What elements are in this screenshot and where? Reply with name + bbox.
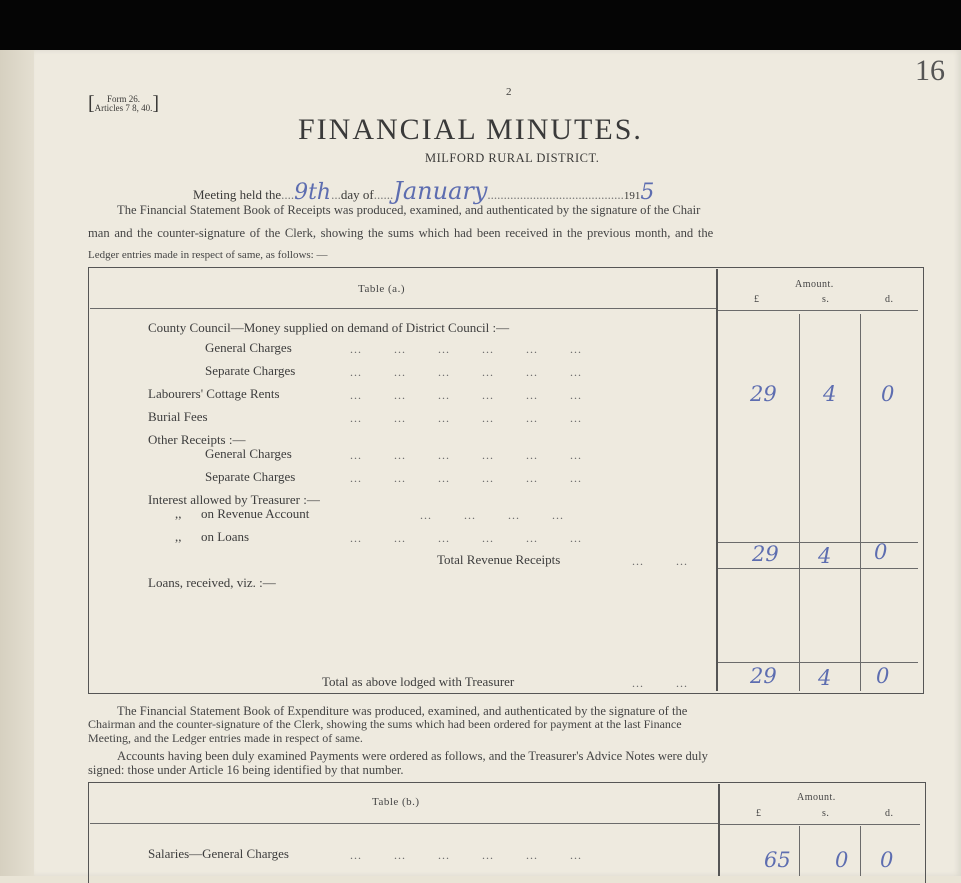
district-name: MILFORD RURAL DISTRICT. bbox=[425, 151, 600, 165]
table-b-amount-rule bbox=[720, 824, 920, 825]
page-title: FINANCIAL MINUTES. bbox=[298, 113, 643, 146]
table-a-shillings-divider bbox=[799, 314, 800, 691]
cottage-rents-pounds: 29 bbox=[750, 382, 777, 406]
table-row: Burial Fees bbox=[148, 409, 208, 424]
meeting-mid: day of bbox=[340, 187, 374, 202]
cottage-rents-pence: 0 bbox=[881, 382, 895, 406]
adjacent-page-edge bbox=[0, 50, 34, 876]
leader-dots: ... ... ... ... ... ... bbox=[350, 411, 582, 425]
receipts-para-line1: The Financial Statement Book of Receipts was produced, examined, and authenticated by the signature of the Chair bbox=[117, 203, 701, 217]
folio-number: 16 bbox=[915, 54, 945, 87]
revenue-total-pence: 0 bbox=[874, 540, 888, 564]
table-a-amount-header: Amount. bbox=[795, 279, 834, 290]
revenue-total-shillings: 4 bbox=[818, 544, 832, 568]
table-a-col-shillings: s. bbox=[822, 294, 830, 305]
form-ref-line2: Articles 7 8, 40. bbox=[94, 103, 153, 113]
salaries-pence: 0 bbox=[880, 848, 894, 872]
form-reference: [ Form 26. Articles 7 8, 40.] bbox=[88, 92, 160, 115]
table-row: Loans, received, viz. :— bbox=[148, 575, 276, 590]
salaries-shillings: 0 bbox=[835, 848, 849, 872]
year-digit: 5 bbox=[640, 180, 655, 205]
table-row: General Charges bbox=[205, 340, 292, 355]
form-ref-line1: Form 26. bbox=[107, 94, 141, 104]
table-row: Labourers' Cottage Rents bbox=[148, 386, 280, 401]
table-row: Total Revenue Receipts bbox=[437, 552, 561, 567]
expenditure-para-line5: signed: those under Article 16 being identified by that number. bbox=[88, 763, 404, 777]
meeting-day: 9th bbox=[294, 180, 332, 205]
table-row: Salaries—General Charges bbox=[148, 846, 289, 861]
table-b-heading: Table (b.) bbox=[372, 796, 420, 808]
leader-dots: ... ... ... ... ... ... bbox=[350, 848, 582, 862]
table-a-amount-rule bbox=[718, 310, 918, 311]
table-row: General Charges bbox=[205, 446, 292, 461]
meeting-month: January bbox=[393, 177, 488, 205]
table-row: Separate Charges bbox=[205, 469, 296, 484]
table-row: Total as above lodged with Treasurer bbox=[322, 674, 515, 689]
table-a-col-pounds: £ bbox=[754, 294, 760, 305]
table-a-total-top bbox=[718, 662, 918, 663]
leader-dots: ... ... ... ... ... ... bbox=[350, 471, 582, 485]
table-b-shillings-divider bbox=[799, 826, 800, 876]
leader-dots: ... ... bbox=[632, 554, 688, 568]
lodged-total-shillings: 4 bbox=[818, 666, 832, 690]
table-row: ,, on Revenue Account bbox=[175, 506, 310, 521]
table-a-subtotal-top bbox=[718, 542, 918, 543]
page-number: 2 bbox=[506, 86, 512, 98]
leader-dots: ... ... ... ... ... ... bbox=[350, 365, 582, 379]
table-b-heading-rule bbox=[90, 823, 718, 824]
salaries-pounds: 65 bbox=[764, 848, 791, 872]
table-b-col-shillings: s. bbox=[822, 808, 830, 819]
table-b-amount-header: Amount. bbox=[797, 792, 836, 803]
meeting-line: Meeting held the....9th...day of......January..........................................1915 bbox=[193, 177, 655, 205]
table-row: ,, on Loans bbox=[175, 529, 250, 544]
table-a-amount-divider bbox=[716, 269, 718, 691]
table-b-pence-divider bbox=[860, 826, 861, 876]
table-row: Interest allowed by Treasurer :— bbox=[148, 492, 320, 507]
expenditure-para-line2: Chairman and the counter-signature of the Clerk, showing the sums which had been ordered for payment at the last Finance bbox=[88, 717, 682, 731]
year-prefix: 191 bbox=[623, 190, 641, 202]
leader-dots: ... ... ... ... ... ... bbox=[350, 448, 582, 462]
table-a-heading: Table (a.) bbox=[358, 283, 405, 295]
lodged-total-pence: 0 bbox=[876, 664, 890, 688]
leader-dots: ... ... ... ... bbox=[420, 508, 564, 522]
leader-dots: ... ... ... ... ... ... bbox=[350, 531, 582, 545]
meeting-prefix: Meeting held the bbox=[193, 187, 282, 202]
table-row: Other Receipts :— bbox=[148, 432, 246, 447]
table-row: Separate Charges bbox=[205, 363, 296, 378]
table-a-col-pence: d. bbox=[885, 294, 894, 305]
top-black-bar bbox=[0, 0, 961, 50]
expenditure-para-line4: Accounts having been duly examined Payments were ordered as follows, and the Treasurer's Advice Notes were duly bbox=[117, 749, 708, 763]
receipts-para-line3: Ledger entries made in respect of same, as follows: — bbox=[88, 249, 328, 261]
leader-dots: ... ... ... ... ... ... bbox=[350, 342, 582, 356]
table-b-col-pounds: £ bbox=[756, 808, 762, 819]
lodged-total-pounds: 29 bbox=[750, 664, 777, 688]
table-b-amount-divider bbox=[718, 784, 720, 876]
table-b-col-pence: d. bbox=[885, 808, 894, 819]
leader-dots: ... ... bbox=[632, 676, 688, 690]
expenditure-para-line1: The Financial Statement Book of Expenditure was produced, examined, and authenticated by the signature of the bbox=[117, 704, 688, 718]
table-a-heading-rule bbox=[90, 308, 716, 309]
revenue-total-pounds: 29 bbox=[752, 542, 779, 566]
table-row: County Council—Money supplied on demand of District Council :— bbox=[148, 320, 510, 335]
table-a-subtotal-bottom bbox=[718, 568, 918, 569]
cottage-rents-shillings: 4 bbox=[823, 382, 837, 406]
receipts-para-line2: man and the counter-signature of the Clerk, showing the sums which had been received in the previous month, and the bbox=[88, 226, 714, 240]
table-a-pence-divider bbox=[860, 314, 861, 691]
expenditure-para-line3: Meeting, and the Ledger entries made in respect of same. bbox=[88, 731, 363, 745]
leader-dots: ... ... ... ... ... ... bbox=[350, 388, 582, 402]
